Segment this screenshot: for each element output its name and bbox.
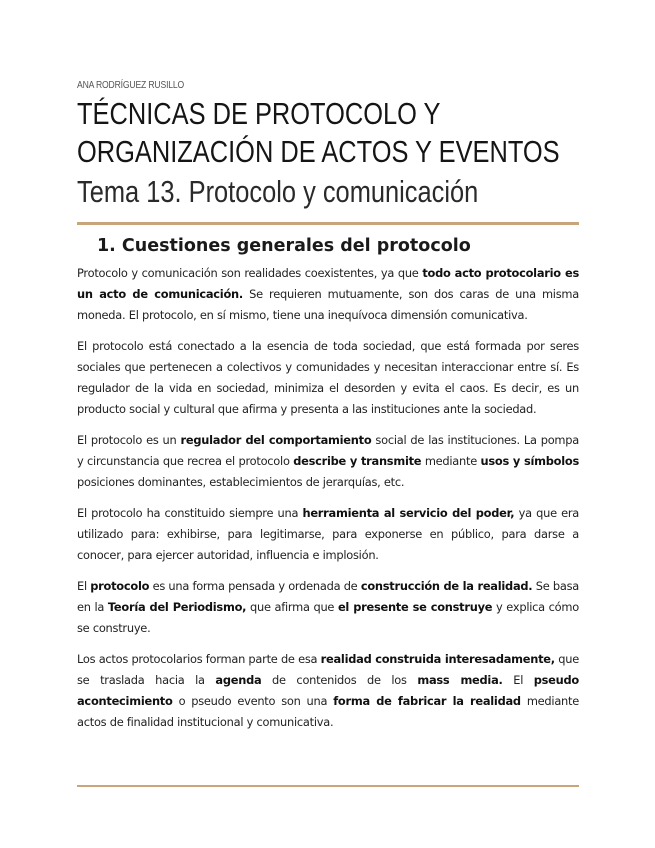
paragraph — [77, 576, 579, 639]
text-run: Los actos protocolarios forman parte de esa — [77, 652, 321, 666]
text-run: El protocolo está conectado a la esencia de toda sociedad, que está formada por seres sociales que pertenecen a colectivos y comunidades y necesitan interaccionar entre sí. Es regulador de la vida en sociedad, minimiza el desorden y evita el caos. Es decir, es un producto social y cultural que afirma y presenta a las instituciones ante la sociedad. — [77, 339, 579, 416]
bold-text: Teoría del Periodismo, — [107, 600, 247, 614]
bold-text: construcción de la realidad. — [360, 579, 533, 593]
paragraph — [77, 336, 579, 420]
text-run: es una forma pensada y ordenada de — [149, 579, 361, 593]
bold-text: protocolo — [90, 579, 150, 593]
text-run: Protocolo y comunicación son realidades coexistentes, ya que — [77, 266, 423, 280]
text-run: de contenidos de los — [261, 673, 418, 687]
section-heading: 1. Cuestiones generales del protocolo — [97, 236, 471, 256]
bold-text: forma de fabricar la realidad — [333, 694, 521, 708]
top-divider — [77, 222, 579, 225]
bold-text: describe y transmite — [293, 454, 422, 468]
bold-text: agenda — [215, 673, 262, 687]
bold-text: regulador del comportamiento — [180, 433, 372, 447]
bold-text: usos y símbolos — [480, 454, 579, 468]
text-run: mediante — [421, 454, 481, 468]
text-run: que afirma que — [246, 600, 338, 614]
paragraph — [77, 263, 579, 326]
paragraph — [77, 503, 579, 566]
bold-text: mass media. — [417, 673, 503, 687]
text-run: o pseudo evento son una — [172, 694, 334, 708]
text-run: y explica cómo se construye. — [77, 600, 579, 635]
author-name: ANA RODRÍGUEZ RUSILLO — [77, 79, 185, 91]
text-run: El protocolo ha constituido siempre una — [77, 506, 303, 520]
paragraph — [77, 430, 579, 493]
text-run: El — [77, 579, 91, 593]
text-run: posiciones dominantes, establecimientos de jerarquías, etc. — [77, 475, 405, 489]
body-text — [77, 263, 579, 743]
bold-text: el presente se construye — [337, 600, 493, 614]
text-run: mediante actos de finalidad institucional y comunicativa. — [77, 694, 579, 729]
text-run: ya que era utilizado para: exhibirse, para legitimarse, para exponerse en público, para darse a conocer, para ejercer autoridad, influencia e implosión. — [77, 506, 580, 562]
bold-text: herramienta al servicio del poder, — [302, 506, 515, 520]
text-run: El — [502, 673, 534, 687]
bold-text: todo acto protocolario es un acto de comunicación. — [77, 266, 579, 301]
bold-text: pseudo acontecimiento — [77, 673, 579, 708]
bottom-divider — [77, 785, 579, 787]
bold-text: realidad construida interesadamente, — [320, 652, 555, 666]
text-run: que se traslada hacia la — [77, 652, 579, 687]
document-title: TÉCNICAS DE PROTOCOLO Y ORGANIZACIÓN DE ACTOS Y EVENTOS — [77, 96, 560, 169]
text-run: Se basa en la — [77, 579, 579, 614]
text-run: Se requieren mutuamente, son dos caras de una misma moneda. El protocolo, en sí mismo, tiene una inequívoca dimensión comunicativa. — [77, 287, 579, 322]
text-run: social de las instituciones. La pompa y circunstancia que recrea el protocolo — [77, 433, 579, 468]
paragraph — [77, 649, 579, 733]
text-run: El protocolo es un — [77, 433, 181, 447]
document-subtitle: Tema 13. Protocolo y comunicación — [77, 174, 479, 209]
